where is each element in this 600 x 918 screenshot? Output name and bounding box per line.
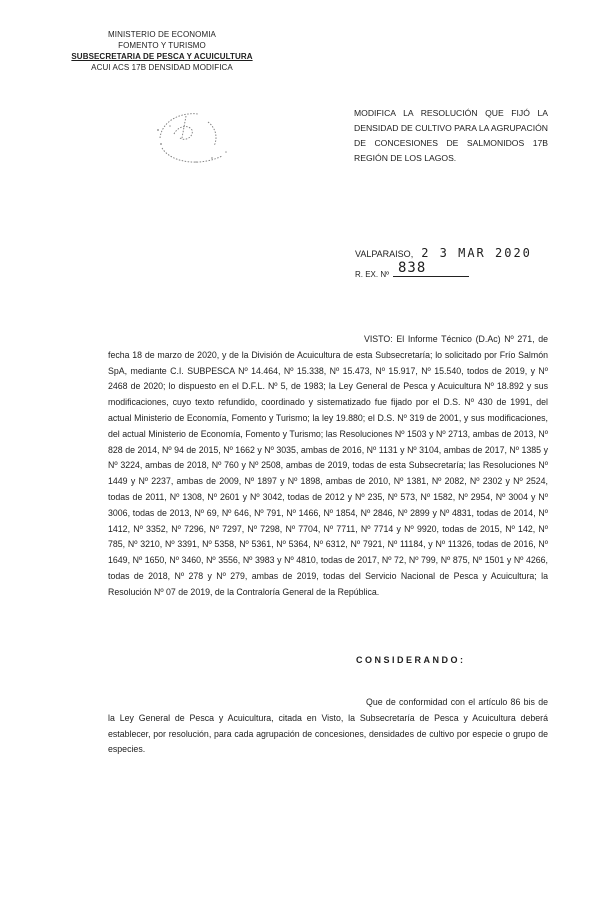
rex-number: 838 bbox=[398, 260, 427, 276]
file-reference-line: ACUI ACS 17B DENSIDAD MODIFICA bbox=[91, 63, 233, 72]
letterhead bbox=[62, 29, 262, 73]
ministry-line: MINISTERIO DE ECONOMIA bbox=[108, 30, 216, 39]
considerando-paragraph: Que de conformidad con el artículo 86 bis de la Ley General de Pesca y Acuicultura, citada en Visto, la Subsecretaría de Pesca y Acuicultura deberá establecer, por resolución, para cada agrupación de concesiones, densidades de cultivo por especie o grupo de especies. bbox=[108, 697, 548, 755]
subsecretaria-line: SUBSECRETARIA DE PESCA Y ACUICULTURA bbox=[71, 52, 253, 61]
considerando-heading: CONSIDERANDO: bbox=[356, 655, 466, 665]
ministry-line-2: FOMENTO Y TURISMO bbox=[118, 41, 206, 50]
rex-label: R. EX. Nº bbox=[355, 270, 390, 279]
place-and-date bbox=[355, 246, 532, 260]
resolution-subject: MODIFICA LA RESOLUCIÓN QUE FIJÓ LA DENSIDAD DE CULTIVO PARA LA AGRUPACIÓN DE CONCESIONES DE SALMONIDOS 17B REGIÓN DE LOS LAGOS. bbox=[354, 108, 548, 163]
seal-stamp-icon bbox=[152, 108, 236, 168]
place: VALPARAISO, bbox=[355, 249, 414, 259]
resolution-number bbox=[355, 260, 469, 279]
visto-paragraph: VISTO: El Informe Técnico (D.Ac) Nº 271, de fecha 18 de marzo de 2020, y de la División de Acuicultura de esta Subsecretaría; lo solicitado por Frío Salmón SpA, mediante C.I. SUBPESCA Nº 14.464, Nº 15.338, Nº 15.473, Nº 15.917, Nº 15.540, todos de 2019, y Nº 2468 de 2020; lo dispuesto en el D.F.L. Nº 5, de 1983; la Ley General de Pesca y Acuicultura Nº 18.892 y sus modificaciones, cuyo texto refundido, coordinado y sistematizado fue fijado por el D.S. Nº 430 de 1991, del actual Ministerio de Economía, Fomento y Turismo; la ley 19.880; el D.S. Nº 319 de 2001, y sus modificaciones, del actual Ministerio de Economía, Fomento y Turismo; las Resoluciones Nº 1503 y Nº 2713, ambas de 2013, Nº 828 de 2014, Nº 94 de 2015, Nº 1662 y Nº 3035, ambas de 2016, Nº 1131 y Nº 3104, ambas de 2017, Nº 1385 y Nº 3224, ambas de 2018, Nº 760 y Nº 2508, ambas de 2019, todas de esta Subsecretaría; las Resoluciones Nº 1449 y Nº 2237, ambas de 2009, Nº 1897 y Nº 1898, ambas de 2010, Nº 1381, Nº 2082, Nº 2302 y Nº 2524, todas de 2011, Nº 1308, Nº 2601 y Nº 3042, todas de 2012 y Nº 235, Nº 573, Nº 1582, Nº 2954, Nº 3004 y Nº 3006, todas de 2013, Nº 69, Nº 646, Nº 791, Nº 1466, Nº 1854, Nº 2846, Nº 2899 y Nº 4831, todas de 2014, Nº 1412, Nº 3352, Nº 7296, Nº 7297, Nº 7298, Nº 7704, Nº 7711, Nº 7714 y Nº 9920, todas de 2015, Nº 142, Nº 785, Nº 3210, Nº 3391, Nº 5358, Nº 5361, Nº 5364, Nº 6312, Nº 7921, Nº 11184, y Nº 11326, todas de 2016, Nº 1649, Nº 1650, Nº 3460, Nº 3556, Nº 3983 y Nº 4810, todas de 2017, Nº 72, Nº 799, Nº 875, Nº 1501 y Nº 4266, todas de 2018, Nº 278 y Nº 279, ambas de 2019, todas del Servicio Nacional de Pesca y Acuicultura; la Resolución Nº 07 de 2019, de la Contraloría General de la República. bbox=[108, 334, 548, 597]
date-stamp: 2 3 MAR 2020 bbox=[421, 246, 532, 260]
